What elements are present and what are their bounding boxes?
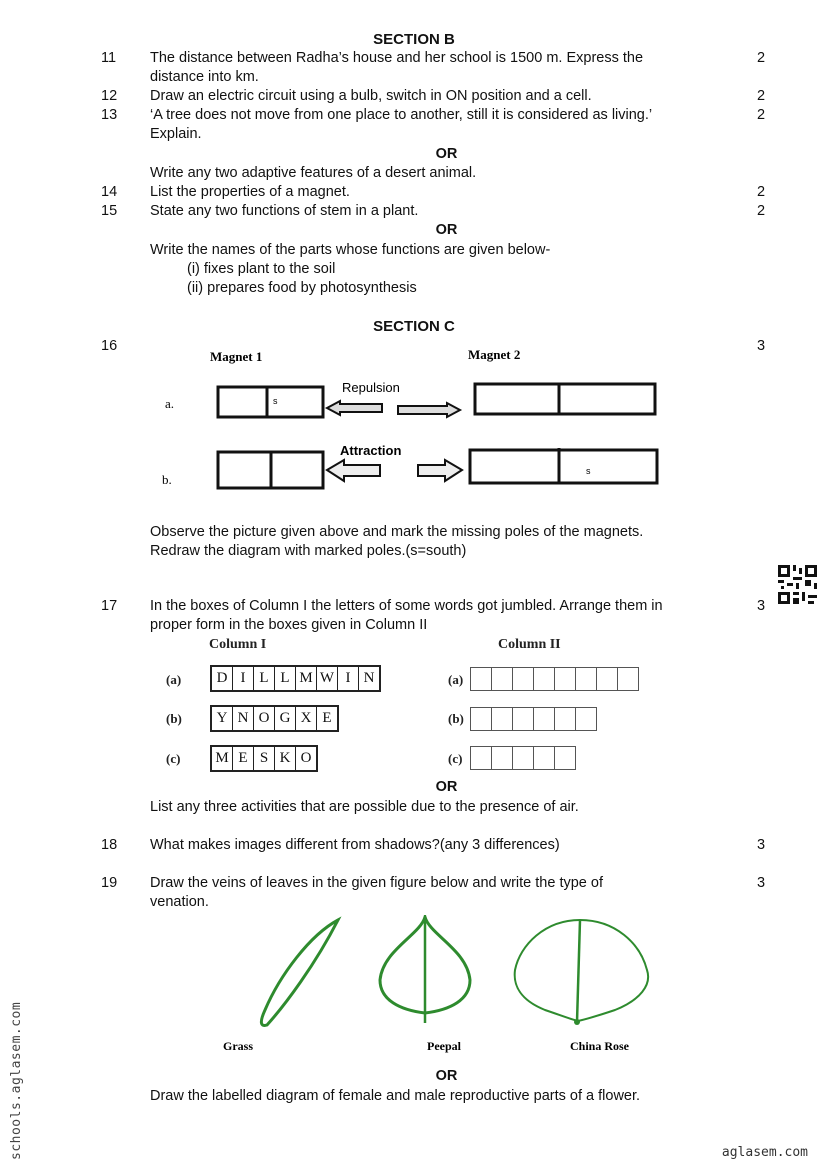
q19-marks: 3	[757, 875, 766, 891]
column-ii-header: Column II	[498, 637, 561, 652]
row-b-label: (b)	[166, 711, 182, 726]
q14-marks: 2	[757, 184, 766, 200]
letter-cell: E	[322, 710, 332, 726]
q15-alternative: Write the names of the parts whose functions are given below-	[150, 242, 551, 258]
magnet1-a-bar	[218, 387, 323, 417]
q19-alternative: Draw the labelled diagram of female and male reproductive parts of a flower.	[150, 1088, 641, 1104]
row-b-label: b.	[162, 472, 172, 487]
answer-boxes-c[interactable]	[470, 746, 576, 770]
answer-row-c-label: (c)	[448, 751, 463, 766]
section-c-heading: SECTION C	[373, 318, 455, 335]
footer-watermark: aglasem.com	[721, 1145, 808, 1160]
q13-line2: Explain.	[150, 126, 202, 142]
section-b-heading: SECTION B	[373, 31, 455, 48]
q12-text: Draw an electric circuit using a bulb, switch in ON position and a cell.	[150, 88, 592, 104]
row-a-label: (a)	[166, 672, 182, 687]
row-a-label: a.	[165, 396, 175, 411]
q15-or: OR	[435, 222, 458, 238]
q17-alternative: List any three activities that are possible due to the presence of air.	[150, 799, 579, 815]
right-arrow-b	[418, 460, 462, 481]
row-c-label: (c)	[166, 751, 181, 766]
pole-s-magnet2-b: s	[586, 466, 591, 476]
jumbled-word-b	[210, 705, 339, 732]
magnet2-b-bar	[470, 450, 657, 483]
q16-line2: Redraw the diagram with marked poles.(s=south)	[150, 543, 467, 559]
answer-row-a-label: (a)	[448, 672, 464, 687]
q15-sub-item-2: (ii) prepares food by photosynthesis	[187, 280, 417, 296]
repulsion-label: Repulsion	[342, 380, 400, 395]
column-i-header: Column I	[209, 637, 267, 652]
q13-or: OR	[435, 146, 458, 162]
letter-cell: Y	[212, 707, 233, 730]
letter-cell: X	[296, 707, 317, 730]
magnet2-label: Magnet 2	[468, 347, 521, 362]
leaf-label-grass: Grass	[223, 1039, 253, 1053]
letter-cell: I	[233, 667, 254, 690]
q17-or: OR	[435, 779, 458, 795]
letter-cell: D	[212, 667, 233, 690]
q17-number: 17	[101, 598, 118, 614]
q16-line1: Observe the picture given above and mark the missing poles of the magnets.	[150, 524, 644, 540]
q11-line2: distance into km.	[150, 69, 259, 85]
answer-boxes-b[interactable]	[470, 707, 597, 731]
leaves-figure	[215, 915, 675, 1060]
letter-cell: M	[296, 667, 317, 690]
q15-marks: 2	[757, 203, 766, 219]
left-arrow-a	[327, 401, 382, 415]
magnet1-label: Magnet 1	[210, 349, 263, 364]
left-arrow-b	[327, 460, 380, 481]
q15-number: 15	[101, 203, 118, 219]
pole-s-magnet1-a: s	[273, 396, 278, 406]
q13-marks: 2	[757, 107, 766, 123]
jumbled-word-c	[210, 745, 318, 772]
china-rose-leaf	[515, 920, 648, 1021]
jumbled-word-a	[210, 665, 381, 692]
q16-marks: 3	[757, 338, 766, 354]
q14-text: List the properties of a magnet.	[150, 184, 350, 200]
q18-number: 18	[101, 837, 118, 853]
q19-number: 19	[101, 875, 118, 891]
side-watermark: schools.aglasem.com	[9, 1001, 24, 1160]
q19-line1: Draw the veins of leaves in the given figure below and write the type of	[150, 875, 603, 891]
q13-alternative: Write any two adaptive features of a desert animal.	[150, 165, 477, 181]
q12-marks: 2	[757, 88, 766, 104]
letter-cell: N	[363, 670, 375, 686]
qr-code	[778, 565, 817, 604]
q16-number: 16	[101, 338, 118, 354]
q13-number: 13	[101, 107, 118, 123]
q18-text: What makes images different from shadows?(any 3 differences)	[150, 837, 560, 853]
q15-text: State any two functions of stem in a plant.	[150, 203, 419, 219]
attraction-label: Attraction	[340, 443, 402, 458]
letter-cell: E	[233, 747, 254, 770]
q17-line2: proper form in the boxes given in Column II	[150, 617, 428, 633]
q19-line2: venation.	[150, 894, 209, 910]
letter-cell: O	[300, 750, 312, 766]
leaf-label-china-rose: China Rose	[570, 1039, 630, 1053]
q13-line1: ‘A tree does not move from one place to another, still it is considered as living.’	[150, 107, 653, 123]
answer-boxes-a[interactable]	[470, 667, 639, 691]
letter-cell: K	[275, 747, 296, 770]
letter-cell: O	[254, 707, 275, 730]
grass-leaf	[261, 920, 338, 1025]
letter-cell: M	[212, 747, 233, 770]
magnets-diagram	[150, 340, 670, 500]
answer-row-b-label: (b)	[448, 711, 464, 726]
q12-number: 12	[101, 88, 118, 104]
q19-or: OR	[435, 1068, 458, 1084]
q15-sub-item-1: (i) fixes plant to the soil	[187, 261, 336, 277]
q17-marks: 3	[757, 598, 766, 614]
q14-number: 14	[101, 184, 118, 200]
letter-cell: L	[275, 667, 296, 690]
right-arrow-a	[398, 403, 460, 417]
letter-cell: S	[254, 747, 275, 770]
q11-marks: 2	[757, 50, 766, 66]
q11-number: 11	[101, 50, 117, 66]
letter-cell: W	[317, 667, 338, 690]
magnet2-a-bar	[475, 384, 655, 414]
letter-cell: G	[275, 707, 296, 730]
letter-cell: L	[254, 667, 275, 690]
q11-line1: The distance between Radha’s house and her school is 1500 m. Express the	[150, 50, 644, 66]
q17-line1: In the boxes of Column I the letters of some words got jumbled. Arrange them in	[150, 598, 663, 614]
q18-marks: 3	[757, 837, 766, 853]
letter-cell: I	[338, 667, 359, 690]
letter-cell: N	[233, 707, 254, 730]
leaf-label-peepal: Peepal	[427, 1039, 461, 1053]
